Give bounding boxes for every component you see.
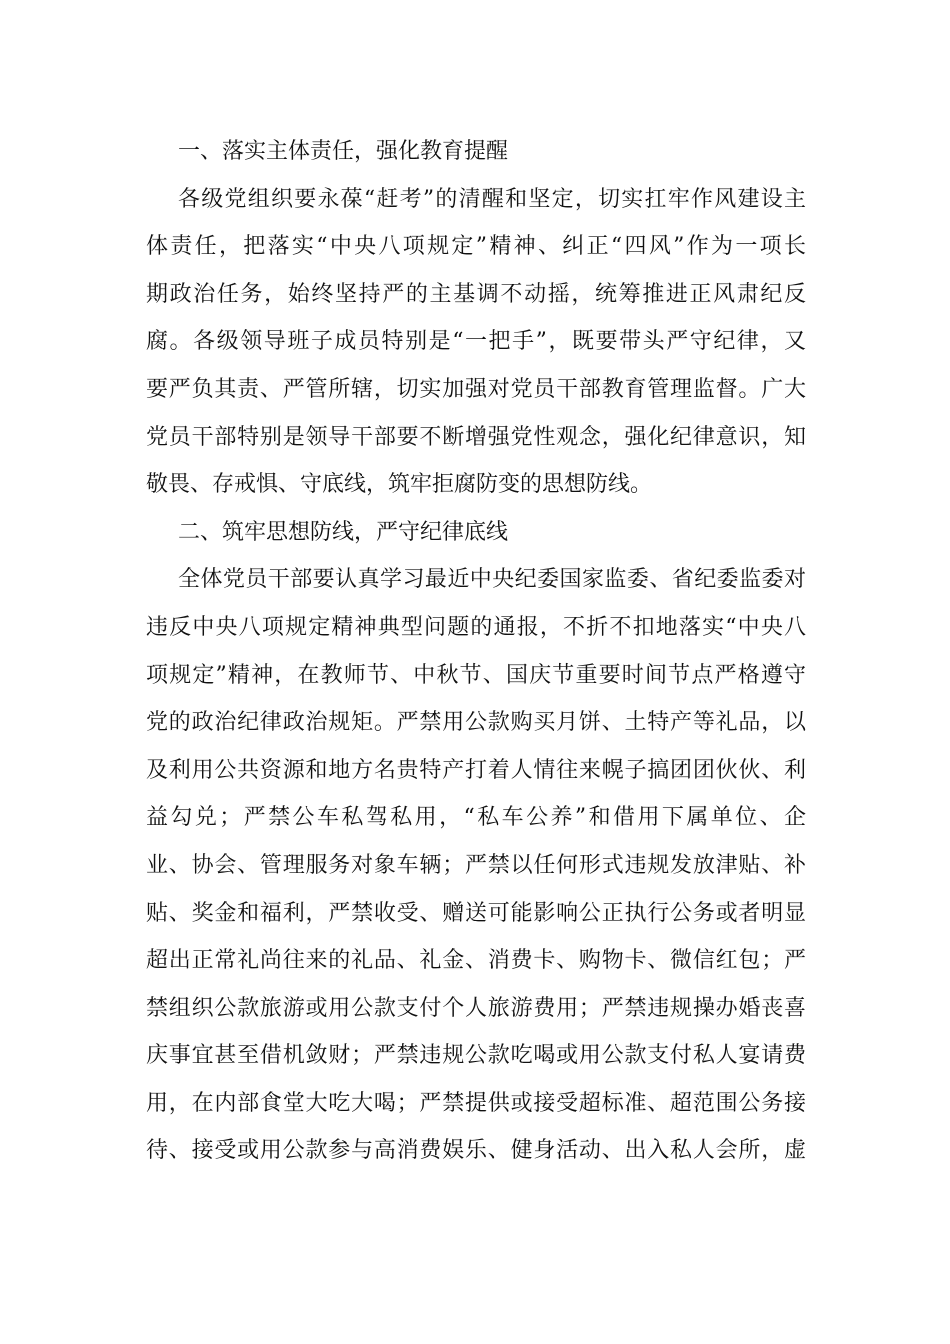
- paragraph-line: 要严负其责、严管所辖，切实加强对党员干部教育管理监督。广大: [146, 376, 806, 402]
- paragraph-line: 贴、奖金和福利，严禁收受、赠送可能影响公正执行公务或者明显: [146, 900, 806, 926]
- paragraph-line: 全体党员干部要认真学习最近中央纪委国家监委、省纪委监委对: [178, 567, 806, 593]
- paragraph-line: 庆事宜甚至借机敛财；严禁违规公款吃喝或用公款支付私人宴请费: [146, 1043, 806, 1069]
- paragraph-line: 党的政治纪律政治规矩。严禁用公款购买月饼、土特产等礼品，以: [146, 710, 806, 736]
- paragraph-line: 超出正常礼尚往来的礼品、礼金、消费卡、购物卡、微信红包；严: [146, 948, 806, 974]
- paragraph-line: 业、协会、管理服务对象车辆；严禁以任何形式违规发放津贴、补: [146, 852, 806, 878]
- paragraph-line: 期政治任务，始终坚持严的主基调不动摇，统筹推进正风肃纪反: [146, 281, 806, 307]
- paragraph-line: 党员干部特别是领导干部要不断增强党性观念，强化纪律意识，知: [146, 424, 806, 450]
- paragraph-line: 待、接受或用公款参与高消费娱乐、健身活动、出入私人会所，虚: [146, 1138, 806, 1164]
- section-paragraph-2: [146, 556, 806, 1175]
- paragraph-line: 项规定”精神，在教师节、中秋节、国庆节重要时间节点严格遵守: [146, 662, 806, 688]
- paragraph-line: 腐。各级领导班子成员特别是“一把手”，既要带头严守纪律，又: [146, 329, 806, 355]
- paragraph-line: 用，在内部食堂大吃大喝；严禁提供或接受超标准、超范围公务接: [146, 1090, 806, 1116]
- paragraph-line: 及利用公共资源和地方名贵特产打着人情往来幌子搞团团伙伙、利: [146, 757, 806, 783]
- paragraph-line: 体责任，把落实“中央八项规定”精神、纠正“四风”作为一项长: [146, 234, 806, 260]
- section-heading-1: 一、落实主体责任，强化教育提醒: [178, 139, 509, 164]
- paragraph-line: 违反中央八项规定精神典型问题的通报，不折不扣地落实“中央八: [146, 614, 806, 640]
- section-heading-2: 二、筑牢思想防线，严守纪律底线: [178, 519, 509, 545]
- section-paragraph-1: [146, 176, 806, 509]
- paragraph-line: 益勾兑；严禁公车私驾私用，“私车公养”和借用下属单位、企: [146, 805, 806, 831]
- paragraph-line: 禁组织公款旅游或用公款支付个人旅游费用；严禁违规操办婚丧喜: [146, 995, 806, 1021]
- paragraph-line: 敬畏、存戒惧、守底线，筑牢拒腐防变的思想防线。: [146, 472, 653, 498]
- document-body: [146, 128, 806, 1175]
- paragraph-line: 各级党组织要永葆“赶考”的清醒和坚定，切实扛牢作风建设主: [178, 186, 806, 212]
